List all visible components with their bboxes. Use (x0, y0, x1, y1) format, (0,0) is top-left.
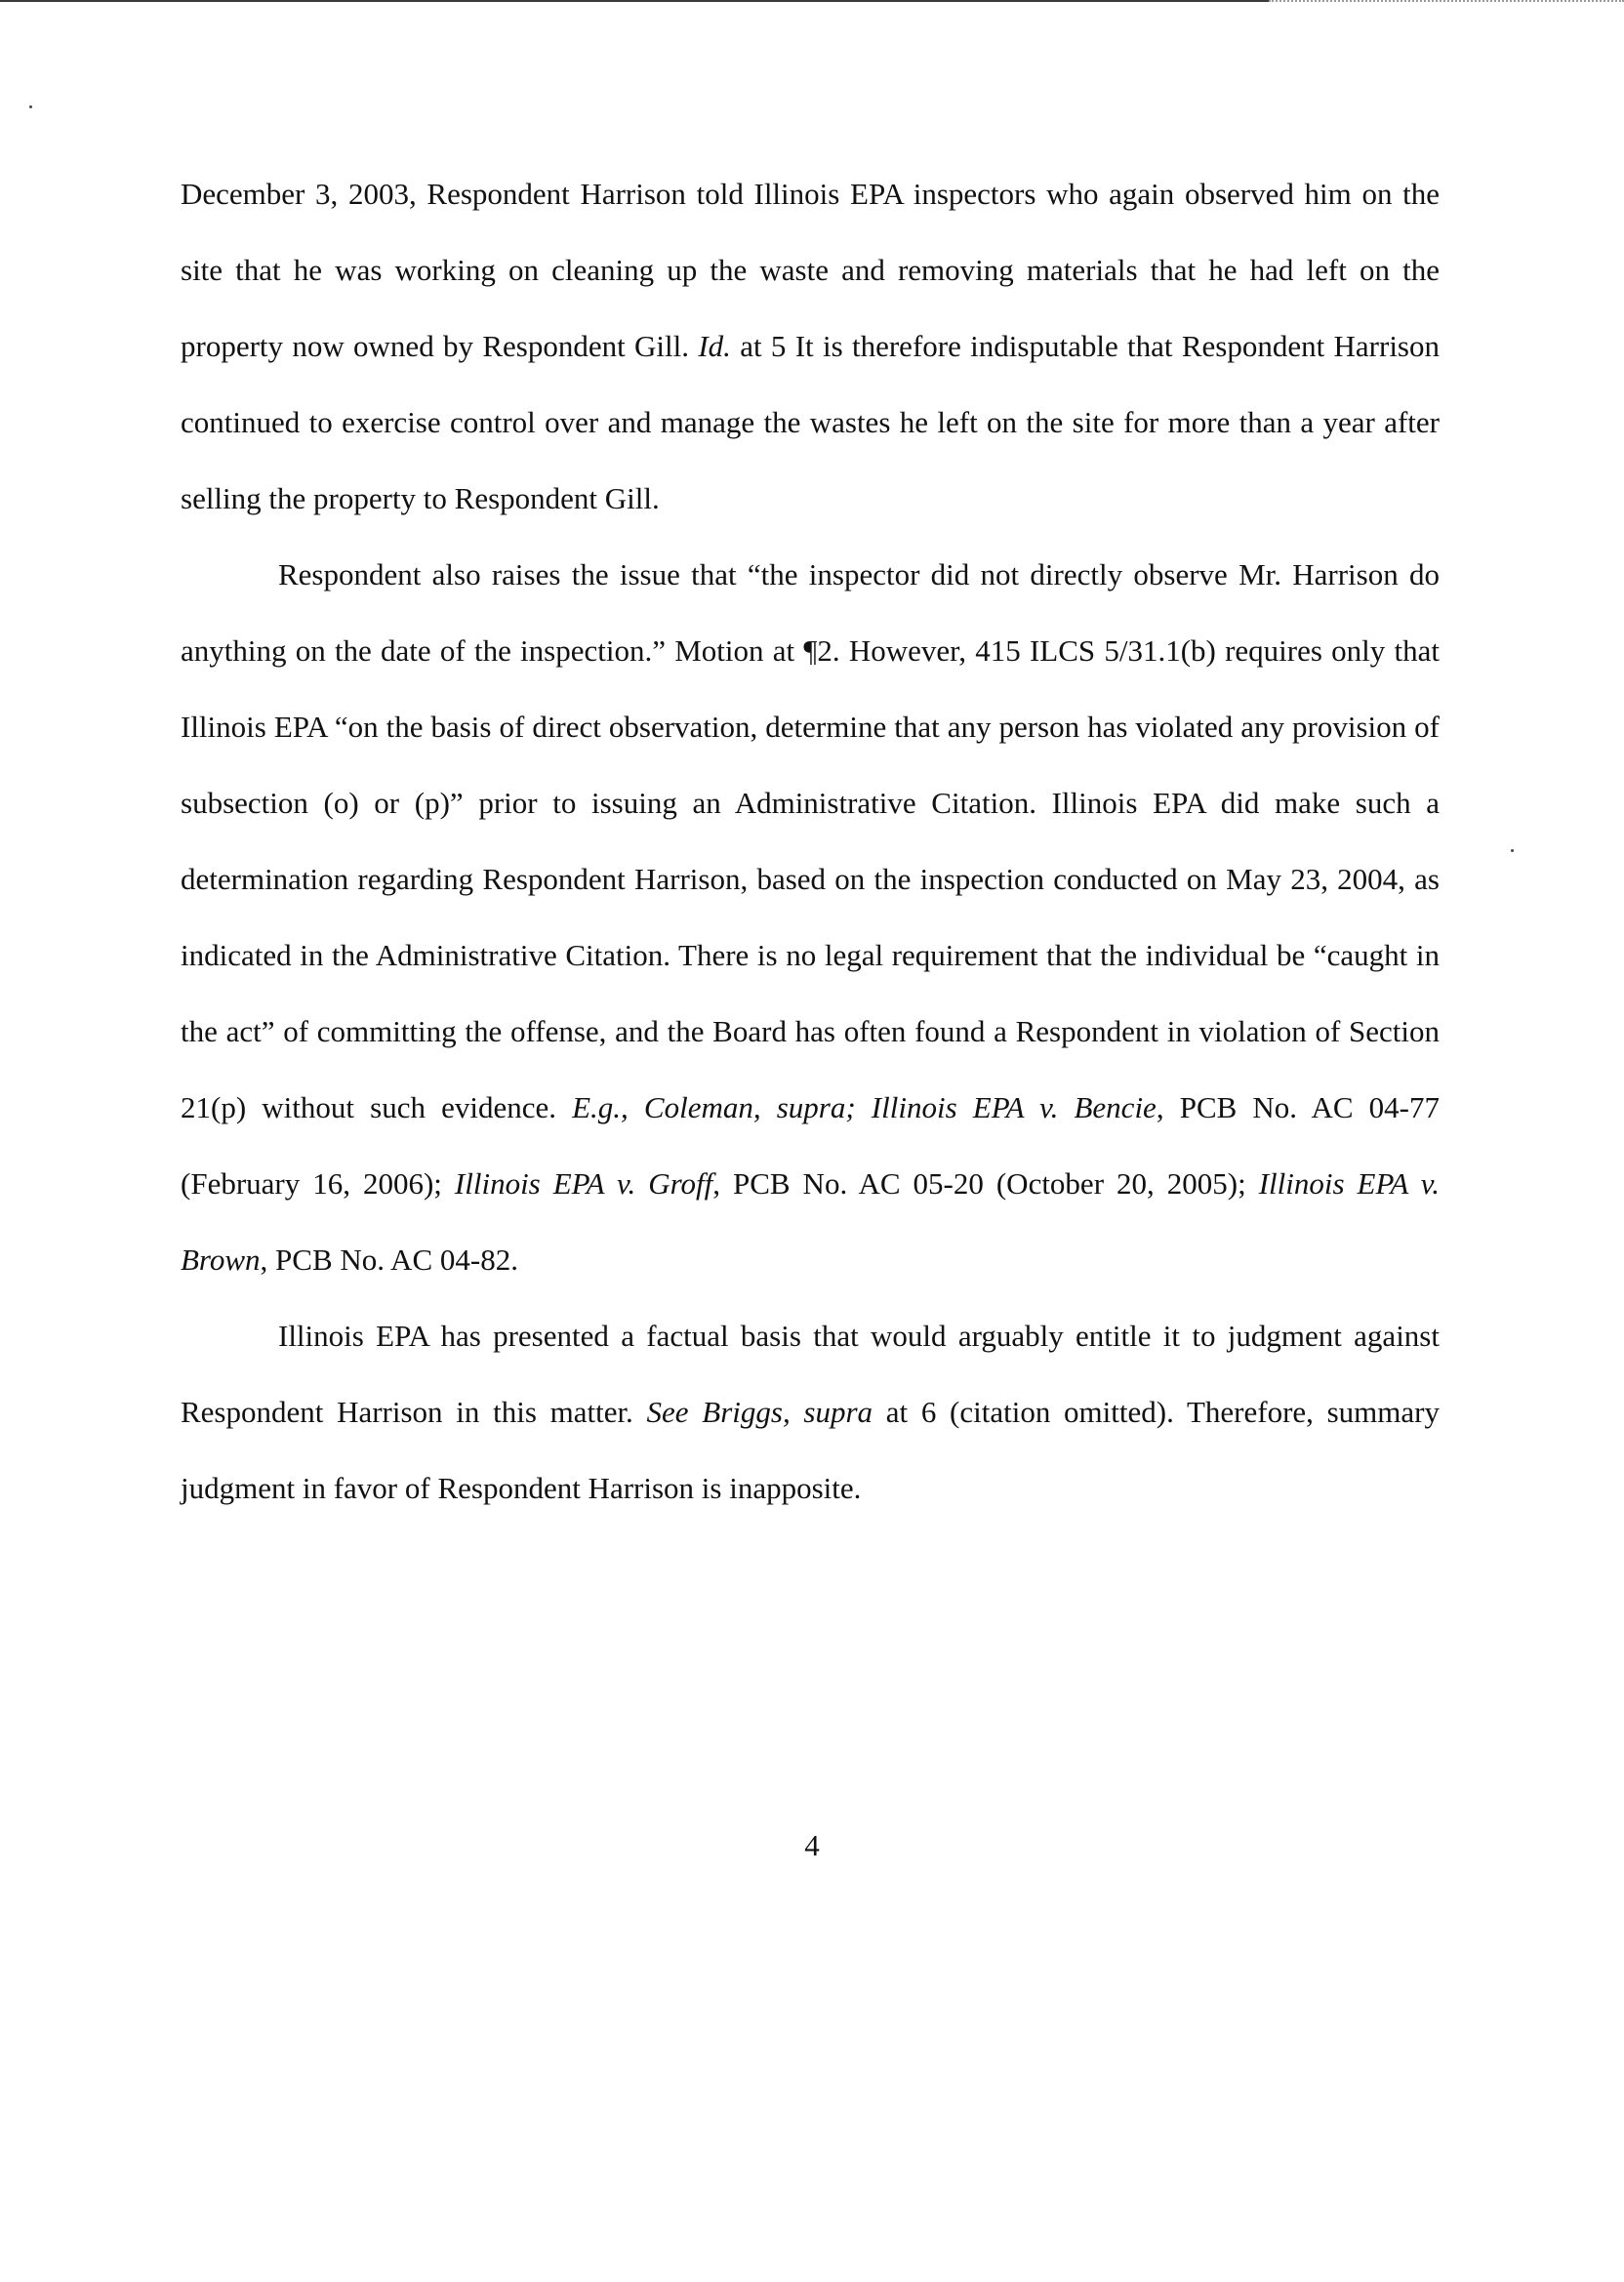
scan-speck (1511, 849, 1514, 852)
p1-cite-id: Id. (698, 329, 731, 363)
p2-cite-coleman-bencie: E.g., Coleman, supra; Illinois EPA v. Bencie (572, 1090, 1157, 1124)
top-scan-rule-dotted (1269, 0, 1624, 2)
p2-cite-groff: Illinois EPA v. Groff (454, 1166, 713, 1201)
paragraph-3 (181, 1298, 1440, 1527)
p3-cite-briggs: See Briggs, supra (646, 1395, 873, 1429)
p2-text-2: , PCB No. AC 04-77 (February 16, 2006); (181, 1090, 1440, 1201)
p1-text-1: December 3, 2003, Respondent Harrison told Illinois EPA inspectors who again observed him on the site that he was working on cleaning up the waste and removing materials that he had left on the property now owned by Respondent Gill. (181, 177, 1440, 363)
scan-speck (29, 105, 32, 108)
page-number: 4 (804, 1828, 820, 1862)
p2-text-1: Respondent also raises the issue that “the inspector did not directly observe Mr. Harrison do anything on the date of the inspection.” Motion at ¶2. However, 415 ILCS 5/31.1(b) requires only that Illinois EPA “on the basis of direct observation, determine that any person has violated any provision of subsection (o) or (p)” prior to issuing an Administrative Citation. Illinois EPA did make such a determination regarding Respondent Harrison, based on the inspection conducted on May 23, 2004, as indicated in the Administrative Citation. There is no legal requirement that the individual be “caught in the act” of committing the offense, and the Board has often found a Respondent in violation of Section 21(p) without such evidence. (181, 557, 1440, 1124)
paragraph-2 (181, 537, 1440, 1298)
p2-cite-brown: Illinois EPA v. Brown (181, 1166, 1440, 1277)
p2-text-4: , PCB No. AC 04-82. (260, 1243, 518, 1277)
paragraph-1 (181, 156, 1440, 537)
p1-text-2: at 5 It is therefore indisputable that Respondent Harrison continued to exercise control over and manage the wastes he left on the site for more than a year after selling the property to Respondent Gill. (181, 329, 1440, 515)
document-body (181, 156, 1440, 1527)
p3-text-2: at 6 (citation omitted). Therefore, summary judgment in favor of Respondent Harrison is inapposite. (181, 1395, 1440, 1505)
p3-text-1: Illinois EPA has presented a factual basis that would arguably entitle it to judgment against Respondent Harrison in this matter. (181, 1319, 1440, 1429)
top-scan-rule (0, 0, 1269, 2)
p2-text-3: , PCB No. AC 05-20 (October 20, 2005); (712, 1166, 1259, 1201)
